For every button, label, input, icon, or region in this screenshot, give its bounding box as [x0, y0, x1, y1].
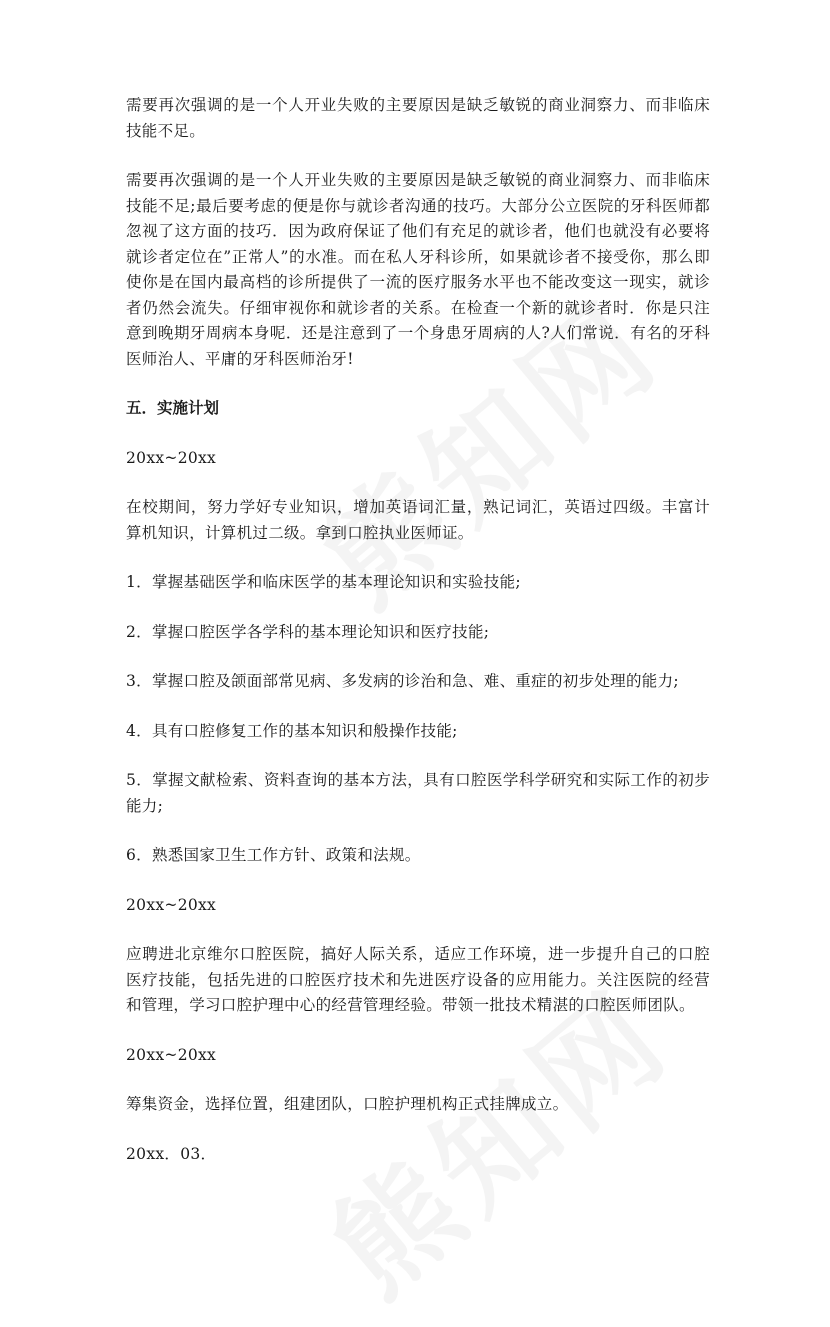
- paragraph-hospital: 应聘进北京维尔口腔医院，搞好人际关系，适应工作环境，进一步提升自己的口腔医疗技能，包括先进的口腔医疗技术和先进医疗设备的应用能力。关注医院的经营和管理，学习口腔护理中心的经营管理经验。带领一批技术精湛的口腔医师团队。: [126, 945, 710, 1014]
- list-item: 5．掌握文献检索、资料查询的基本方法，具有口腔医学科学研究和实际工作的初步能力;: [126, 771, 710, 815]
- period-label: 20xx~20xx: [126, 895, 217, 914]
- list-item: 3．掌握口腔及颌面部常见病、多发病的诊治和急、难、重症的初步处理的能力;: [126, 672, 679, 690]
- document-body: [126, 93, 710, 1191]
- paragraph-school: 在校期间，努力学好专业知识，增加英语词汇量，熟记词汇，英语过四级。丰富计算机知识，计算机过二级。拿到口腔执业医师证。: [126, 498, 710, 542]
- date-line: 20xx．03．: [126, 1144, 217, 1163]
- list-item: 1．掌握基础医学和临床医学的基本理论知识和实验技能;: [126, 573, 521, 591]
- list-item: 6．熟悉国家卫生工作方针、政策和法规。: [126, 846, 421, 864]
- list-item: 2．掌握口腔医学各学科的基本理论知识和医疗技能;: [126, 622, 490, 641]
- period-label: 20xx~20xx: [126, 1045, 217, 1064]
- period-label: 20xx~20xx: [126, 448, 217, 467]
- paragraph-intro: 需要再次强调的是一个人开业失败的主要原因是缺乏敏锐的商业洞察力、而非临床技能不足。: [126, 96, 710, 140]
- paragraph-funding: 筹集资金，选择位置，组建团队，口腔护理机构正式挂牌成立。: [126, 1095, 569, 1113]
- section-heading: 五．实施计划: [126, 399, 220, 417]
- list-item: 4．具有口腔修复工作的基本知识和般操作技能;: [126, 721, 458, 740]
- paragraph-communication: 需要再次强调的是一个人开业失败的主要原因是缺乏敏锐的商业洞察力、而非临床技能不足;最后要考虑的便是你与就诊者沟通的技巧。大部分公立医院的牙科医师都忽视了这方面的技巧．因为政府保证了他们有充足的就诊者，他们也就没有必要将就诊者定位在”正常人”的水准。而在私人牙科诊所，如果就诊者不接受你，那么即使你是在国内最高档的诊所提供了一流的医疗服务水平也不能改变这一现实，就诊者仍然会流失。仔细审视你和就诊者的关系。在检查一个新的就诊者时．你是只注意到晚期牙周病本身呢．还是注意到了一个身患牙周病的人?人们常说．有名的牙科医师治人、平庸的牙科医师治牙!: [126, 171, 710, 368]
